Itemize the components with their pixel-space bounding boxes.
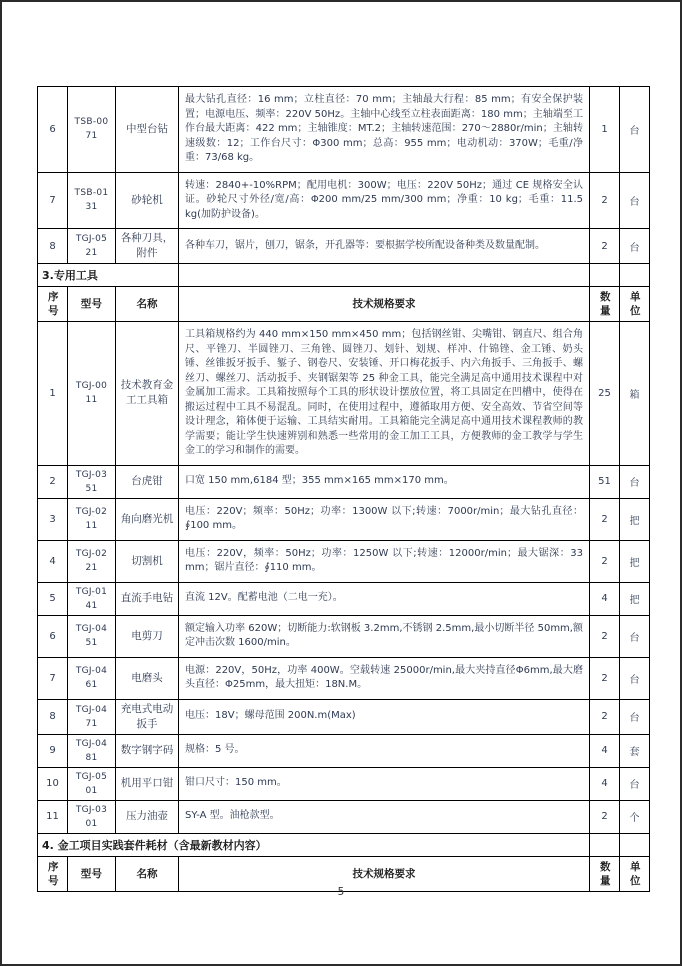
cell-name: 砂轮机 bbox=[116, 172, 179, 229]
cell-qty: 2 bbox=[590, 615, 620, 657]
cell-model: TGJ-0351 bbox=[68, 465, 116, 498]
cell-model: TGJ-0521 bbox=[68, 229, 116, 264]
cell-no: 6 bbox=[38, 87, 68, 173]
cell-qty: 2 bbox=[590, 172, 620, 229]
cell-unit: 台 bbox=[620, 229, 650, 264]
cell-unit: 台 bbox=[620, 172, 650, 229]
table-row bbox=[38, 229, 650, 264]
page-number: 5 bbox=[337, 886, 345, 898]
cell-spec: 电压：18V；螺母范围 200N.m(Max) bbox=[179, 699, 590, 734]
cell-name: 中型台钻 bbox=[116, 87, 179, 173]
table-row bbox=[38, 699, 650, 734]
cell-model: TGJ-0141 bbox=[68, 582, 116, 615]
section-title: 4. 金工项目实践套件耗材（含最新教材内容） bbox=[38, 833, 590, 856]
cell-name: 电剪刀 bbox=[116, 615, 179, 657]
column-header-name: 名称 bbox=[116, 287, 179, 322]
cell-spec: 钳口尺寸：150 mm。 bbox=[179, 767, 590, 800]
section-title-row bbox=[38, 264, 650, 287]
cell-model: TGJ-0301 bbox=[68, 800, 116, 833]
column-header-no: 序号 bbox=[38, 856, 68, 891]
cell-spec: 规格：5 号。 bbox=[179, 734, 590, 767]
cell-name: 技术教育金工工具箱 bbox=[116, 322, 179, 466]
section-empty-cell bbox=[590, 833, 620, 856]
cell-qty: 4 bbox=[590, 582, 620, 615]
cell-spec: SY-A 型。油枪款型。 bbox=[179, 800, 590, 833]
cell-unit: 把 bbox=[620, 540, 650, 582]
cell-no: 3 bbox=[38, 498, 68, 540]
table-row bbox=[38, 582, 650, 615]
cell-unit: 把 bbox=[620, 498, 650, 540]
section-title-row bbox=[38, 833, 650, 856]
table-row bbox=[38, 767, 650, 800]
cell-no: 10 bbox=[38, 767, 68, 800]
cell-unit: 把 bbox=[620, 582, 650, 615]
column-header-name: 名称 bbox=[116, 856, 179, 891]
cell-name: 数字钢字码 bbox=[116, 734, 179, 767]
cell-qty: 2 bbox=[590, 800, 620, 833]
cell-name: 各种刀具，附件 bbox=[116, 229, 179, 264]
cell-qty: 25 bbox=[590, 322, 620, 466]
cell-no: 8 bbox=[38, 229, 68, 264]
table-row bbox=[38, 734, 650, 767]
cell-unit: 台 bbox=[620, 615, 650, 657]
section-title: 3.专用工具 bbox=[38, 264, 179, 287]
cell-qty: 1 bbox=[590, 87, 620, 173]
cell-unit: 箱 bbox=[620, 322, 650, 466]
cell-no: 9 bbox=[38, 734, 68, 767]
column-header-spec: 技术规格要求 bbox=[179, 287, 590, 322]
column-header-qty: 数量 bbox=[590, 287, 620, 322]
table-row bbox=[38, 615, 650, 657]
cell-unit: 台 bbox=[620, 657, 650, 699]
cell-qty: 2 bbox=[590, 540, 620, 582]
table-row bbox=[38, 87, 650, 173]
cell-no: 1 bbox=[38, 322, 68, 466]
cell-name: 直流手电钻 bbox=[116, 582, 179, 615]
section-empty-cell bbox=[179, 264, 590, 287]
section-empty-cell bbox=[620, 833, 650, 856]
column-header-spec: 技术规格要求 bbox=[179, 856, 590, 891]
cell-no: 4 bbox=[38, 540, 68, 582]
cell-qty: 2 bbox=[590, 657, 620, 699]
cell-model: TGJ-0501 bbox=[68, 767, 116, 800]
cell-spec: 直流 12V。配蓄电池（二电一充）。 bbox=[179, 582, 590, 615]
cell-name: 切割机 bbox=[116, 540, 179, 582]
cell-no: 6 bbox=[38, 615, 68, 657]
cell-model: TGJ-0211 bbox=[68, 498, 116, 540]
cell-no: 7 bbox=[38, 172, 68, 229]
cell-qty: 4 bbox=[590, 734, 620, 767]
column-header-unit: 单位 bbox=[620, 856, 650, 891]
cell-unit: 台 bbox=[620, 87, 650, 173]
cell-spec: 转速：2840+-10%RPM；配用电机：300W；电压：220V 50Hz；通过 CE 规格安全认证。砂轮尺寸外径/宽/高：Φ200 mm/25 mm/300 mm；净重：10 kg；毛重：11.5 kg(加防护设备)。 bbox=[179, 172, 590, 229]
table-row bbox=[38, 322, 650, 466]
cell-spec: 口宽 150 mm,6184 型；355 mm×165 mm×170 mm。 bbox=[179, 465, 590, 498]
cell-no: 8 bbox=[38, 699, 68, 734]
cell-no: 2 bbox=[38, 465, 68, 498]
cell-qty: 2 bbox=[590, 229, 620, 264]
cell-unit: 台 bbox=[620, 767, 650, 800]
cell-name: 电磨头 bbox=[116, 657, 179, 699]
cell-unit: 个 bbox=[620, 800, 650, 833]
cell-name: 台虎钳 bbox=[116, 465, 179, 498]
cell-name: 充电式电动扳手 bbox=[116, 699, 179, 734]
cell-spec: 最大钻孔直径：16 mm；立柱直径：70 mm；主轴最大行程：85 mm；有安全保护装置；电源电压、频率：220V 50Hz。主轴中心线至立柱表面距离：180 mm；主轴端至工作台最大距离：422 mm；主轴锥度：MT.2；主轴转速范围：270～2880r/min；主轴转速级数：12；工作台尺寸：Φ300 mm；总高：955 mm；电动机动：370W；毛重/净重：73/68 kg。 bbox=[179, 87, 590, 173]
cell-unit: 套 bbox=[620, 734, 650, 767]
section-empty-cell bbox=[590, 264, 620, 287]
equipment-spec-table bbox=[37, 86, 650, 892]
table-row bbox=[38, 498, 650, 540]
column-header-qty: 数量 bbox=[590, 856, 620, 891]
cell-spec: 电压：220V；频率：50Hz；功率：1300W 以下;转速：7000r/min；最大钻孔直径：∮100 mm。 bbox=[179, 498, 590, 540]
table-row bbox=[38, 465, 650, 498]
cell-model: TGJ-0011 bbox=[68, 322, 116, 466]
cell-model: TGJ-0461 bbox=[68, 657, 116, 699]
cell-no: 7 bbox=[38, 657, 68, 699]
column-header-unit: 单位 bbox=[620, 287, 650, 322]
cell-unit: 台 bbox=[620, 465, 650, 498]
cell-qty: 2 bbox=[590, 699, 620, 734]
cell-name: 压力油壶 bbox=[116, 800, 179, 833]
cell-name: 角向磨光机 bbox=[116, 498, 179, 540]
table-row bbox=[38, 172, 650, 229]
cell-unit: 台 bbox=[620, 699, 650, 734]
cell-model: TGJ-0221 bbox=[68, 540, 116, 582]
cell-spec: 各种车刀，锯片，刨刀，锯条，开孔器等：要根据学校所配设备种类及数量配制。 bbox=[179, 229, 590, 264]
cell-model: TSB-0131 bbox=[68, 172, 116, 229]
cell-name: 机用平口钳 bbox=[116, 767, 179, 800]
table-row bbox=[38, 800, 650, 833]
cell-model: TGJ-0481 bbox=[68, 734, 116, 767]
cell-qty: 51 bbox=[590, 465, 620, 498]
cell-qty: 2 bbox=[590, 498, 620, 540]
cell-no: 11 bbox=[38, 800, 68, 833]
cell-model: TSB-0071 bbox=[68, 87, 116, 173]
cell-no: 5 bbox=[38, 582, 68, 615]
cell-spec: 电源：220V，50Hz，功率 400W。空载转速 25000r/min,最大夹持直径Φ6mm,最大磨头直径：Φ25mm，最大扭矩：18N.M。 bbox=[179, 657, 590, 699]
table-row bbox=[38, 657, 650, 699]
column-header-model: 型号 bbox=[68, 287, 116, 322]
cell-model: TGJ-0471 bbox=[68, 699, 116, 734]
cell-model: TGJ-0451 bbox=[68, 615, 116, 657]
cell-spec: 工具箱规格约为 440 mm×150 mm×450 mm；包括钢丝钳、尖嘴钳、钢直尺、组合角尺、平锉刀、半圆锉刀、三角锉、圆锉刀、划针、划规、样冲、什锦锉、金工锤、奶头锤、丝锥扳牙扳手、錾子、钢卷尺、安装锤、开口梅花扳手、内六角扳手、三角扳手、螺丝刀、螺丝刀、活动扳手、夹钢锯架等 25 种金工具，能完全满足高中通用技术课程中对金属加工需求。工具箱按照每个工具的形状设计摆放位置，将工具固定在凹槽中，使得在搬运过程中工具不易混乱。同时，在使用过程中，遵循取用方便、安全高效、节省空间等设计理念，箱体便于运输、工具结实耐用。工具箱能完全满足高中通用技术课程教师的教学需要；能让学生快速辨别和熟悉一些常用的金工加工工具，方便教师的金工教学与学生金工的学习和制作的需要。 bbox=[179, 322, 590, 466]
column-header-row bbox=[38, 287, 650, 322]
cell-spec: 额定输入功率 620W；切断能力:软钢板 3.2mm,不锈钢 2.5mm,最小切断半径 50mm,额定冲击次数 1600/min。 bbox=[179, 615, 590, 657]
table-body bbox=[38, 87, 650, 892]
column-header-no: 序号 bbox=[38, 287, 68, 322]
cell-spec: 电压：220V，频率：50Hz；功率：1250W 以下;转速：12000r/min；最大锯深：33 mm；锯片直径：∮110 mm。 bbox=[179, 540, 590, 582]
cell-qty: 4 bbox=[590, 767, 620, 800]
table-row bbox=[38, 540, 650, 582]
section-empty-cell bbox=[620, 264, 650, 287]
column-header-model: 型号 bbox=[68, 856, 116, 891]
